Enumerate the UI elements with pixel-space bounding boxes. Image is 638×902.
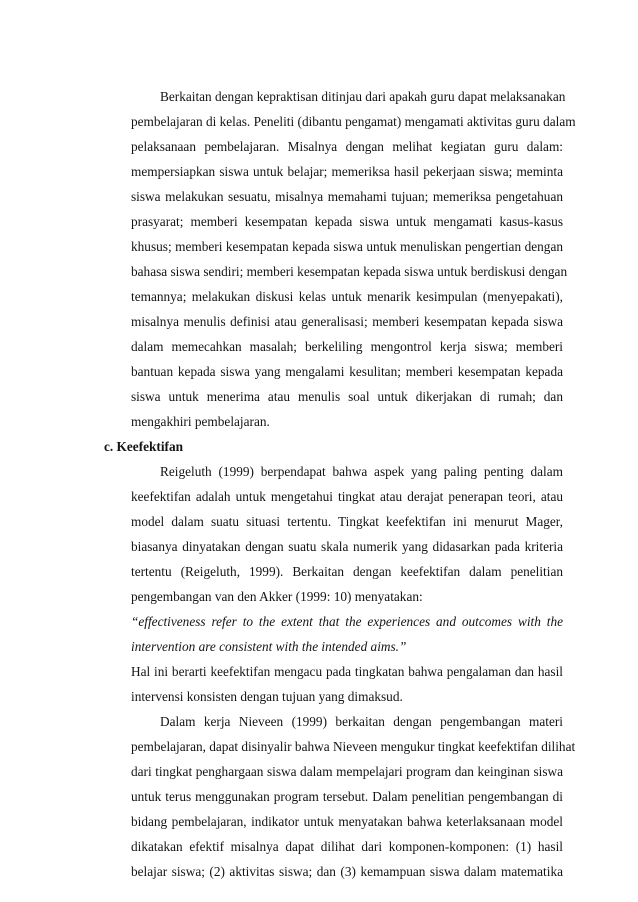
text-line: dalam memecahkan masalah; berkeliling mengontrol kerja siswa; memberi bbox=[131, 339, 563, 354]
text-line: keefektifan adalah untuk mengetahui tingkat atau derajat penerapan teori, atau bbox=[131, 489, 563, 504]
text-line: Berkaitan dengan kepraktisan ditinjau dari apakah guru dapat melaksanakan bbox=[160, 89, 566, 104]
text-line: bantuan kepada siswa yang mengalami kesulitan; memberi kesempatan kepada bbox=[131, 364, 563, 379]
text-line: biasanya dinyatakan dengan suatu skala numerik yang didasarkan pada kriteria bbox=[131, 539, 563, 554]
text-line: mempersiapkan siswa untuk belajar; memeriksa hasil pekerjaan siswa; meminta bbox=[131, 164, 563, 179]
text-line: Reigeluth (1999) berpendapat bahwa aspek yang paling penting dalam bbox=[160, 464, 563, 479]
text-line: Dalam kerja Nieveen (1999) berkaitan dengan pengembangan materi bbox=[160, 714, 563, 729]
text-line: dikatakan efektif misalnya dapat dilihat dari komponen-komponen: (1) hasil bbox=[131, 839, 563, 854]
text-line: pembelajaran di kelas. Peneliti (dibantu pengamat) mengamati aktivitas guru dalam bbox=[131, 114, 576, 129]
text-line: prasyarat; memberi kesempatan kepada siswa untuk mengamati kasus-kasus bbox=[131, 214, 563, 229]
text-line: siswa untuk menerima atau menulis soal untuk dikerjakan di rumah; dan bbox=[131, 389, 563, 404]
text-line: belajar siswa; (2) aktivitas siswa; dan (3) kemampuan siswa dalam matematika bbox=[131, 864, 563, 879]
text-line: pengembangan van den Akker (1999: 10) menyatakan: bbox=[131, 589, 423, 604]
text-line: intervensi konsisten dengan tujuan yang dimaksud. bbox=[131, 689, 403, 704]
text-line: mengakhiri pembelajaran. bbox=[131, 414, 270, 429]
text-line: bidang pembelajaran, indikator untuk menyatakan bahwa keterlaksanaan model bbox=[131, 814, 563, 829]
text-line: dari tingkat penghargaan siswa dalam mempelajari program dan keinginan siswa bbox=[131, 764, 563, 779]
quote-line: intervention are consistent with the intended aims.” bbox=[131, 639, 407, 654]
text-line: pembelajaran, dapat disinyalir bahwa Nieveen mengukur tingkat keefektifan dilihat bbox=[131, 739, 576, 754]
text-line: model dalam suatu situasi tertentu. Tingkat keefektifan ini menurut Mager, bbox=[131, 514, 563, 529]
text-line: khusus; memberi kesempatan kepada siswa untuk menuliskan pengertian dengan bbox=[131, 239, 563, 254]
section-heading: c. Keefektifan bbox=[104, 439, 184, 454]
text-line: pelaksanaan pembelajaran. Misalnya dengan melihat kegiatan guru dalam: bbox=[131, 139, 563, 154]
text-line: Hal ini berarti keefektifan mengacu pada tingkatan bahwa pengalaman dan hasil bbox=[131, 664, 563, 679]
text-line: bahasa siswa sendiri; memberi kesempatan kepada siswa untuk berdiskusi dengan bbox=[131, 264, 568, 279]
quote-line: “effectiveness refer to the extent that the experiences and outcomes with the bbox=[131, 614, 563, 629]
text-line: siswa melakukan sesuatu, misalnya memahami tujuan; memeriksa pengetahuan bbox=[131, 189, 563, 204]
text-line: tertentu (Reigeluth, 1999). Berkaitan dengan keefektifan dalam penelitian bbox=[131, 564, 563, 579]
text-line: misalnya menulis definisi atau generalisasi; memberi kesempatan kepada siswa bbox=[131, 314, 563, 329]
text-line: untuk terus menggunakan program tersebut. Dalam penelitian pengembangan di bbox=[131, 789, 563, 804]
text-line: temannya; melakukan diskusi kelas untuk menarik kesimpulan (menyepakati), bbox=[131, 289, 563, 304]
